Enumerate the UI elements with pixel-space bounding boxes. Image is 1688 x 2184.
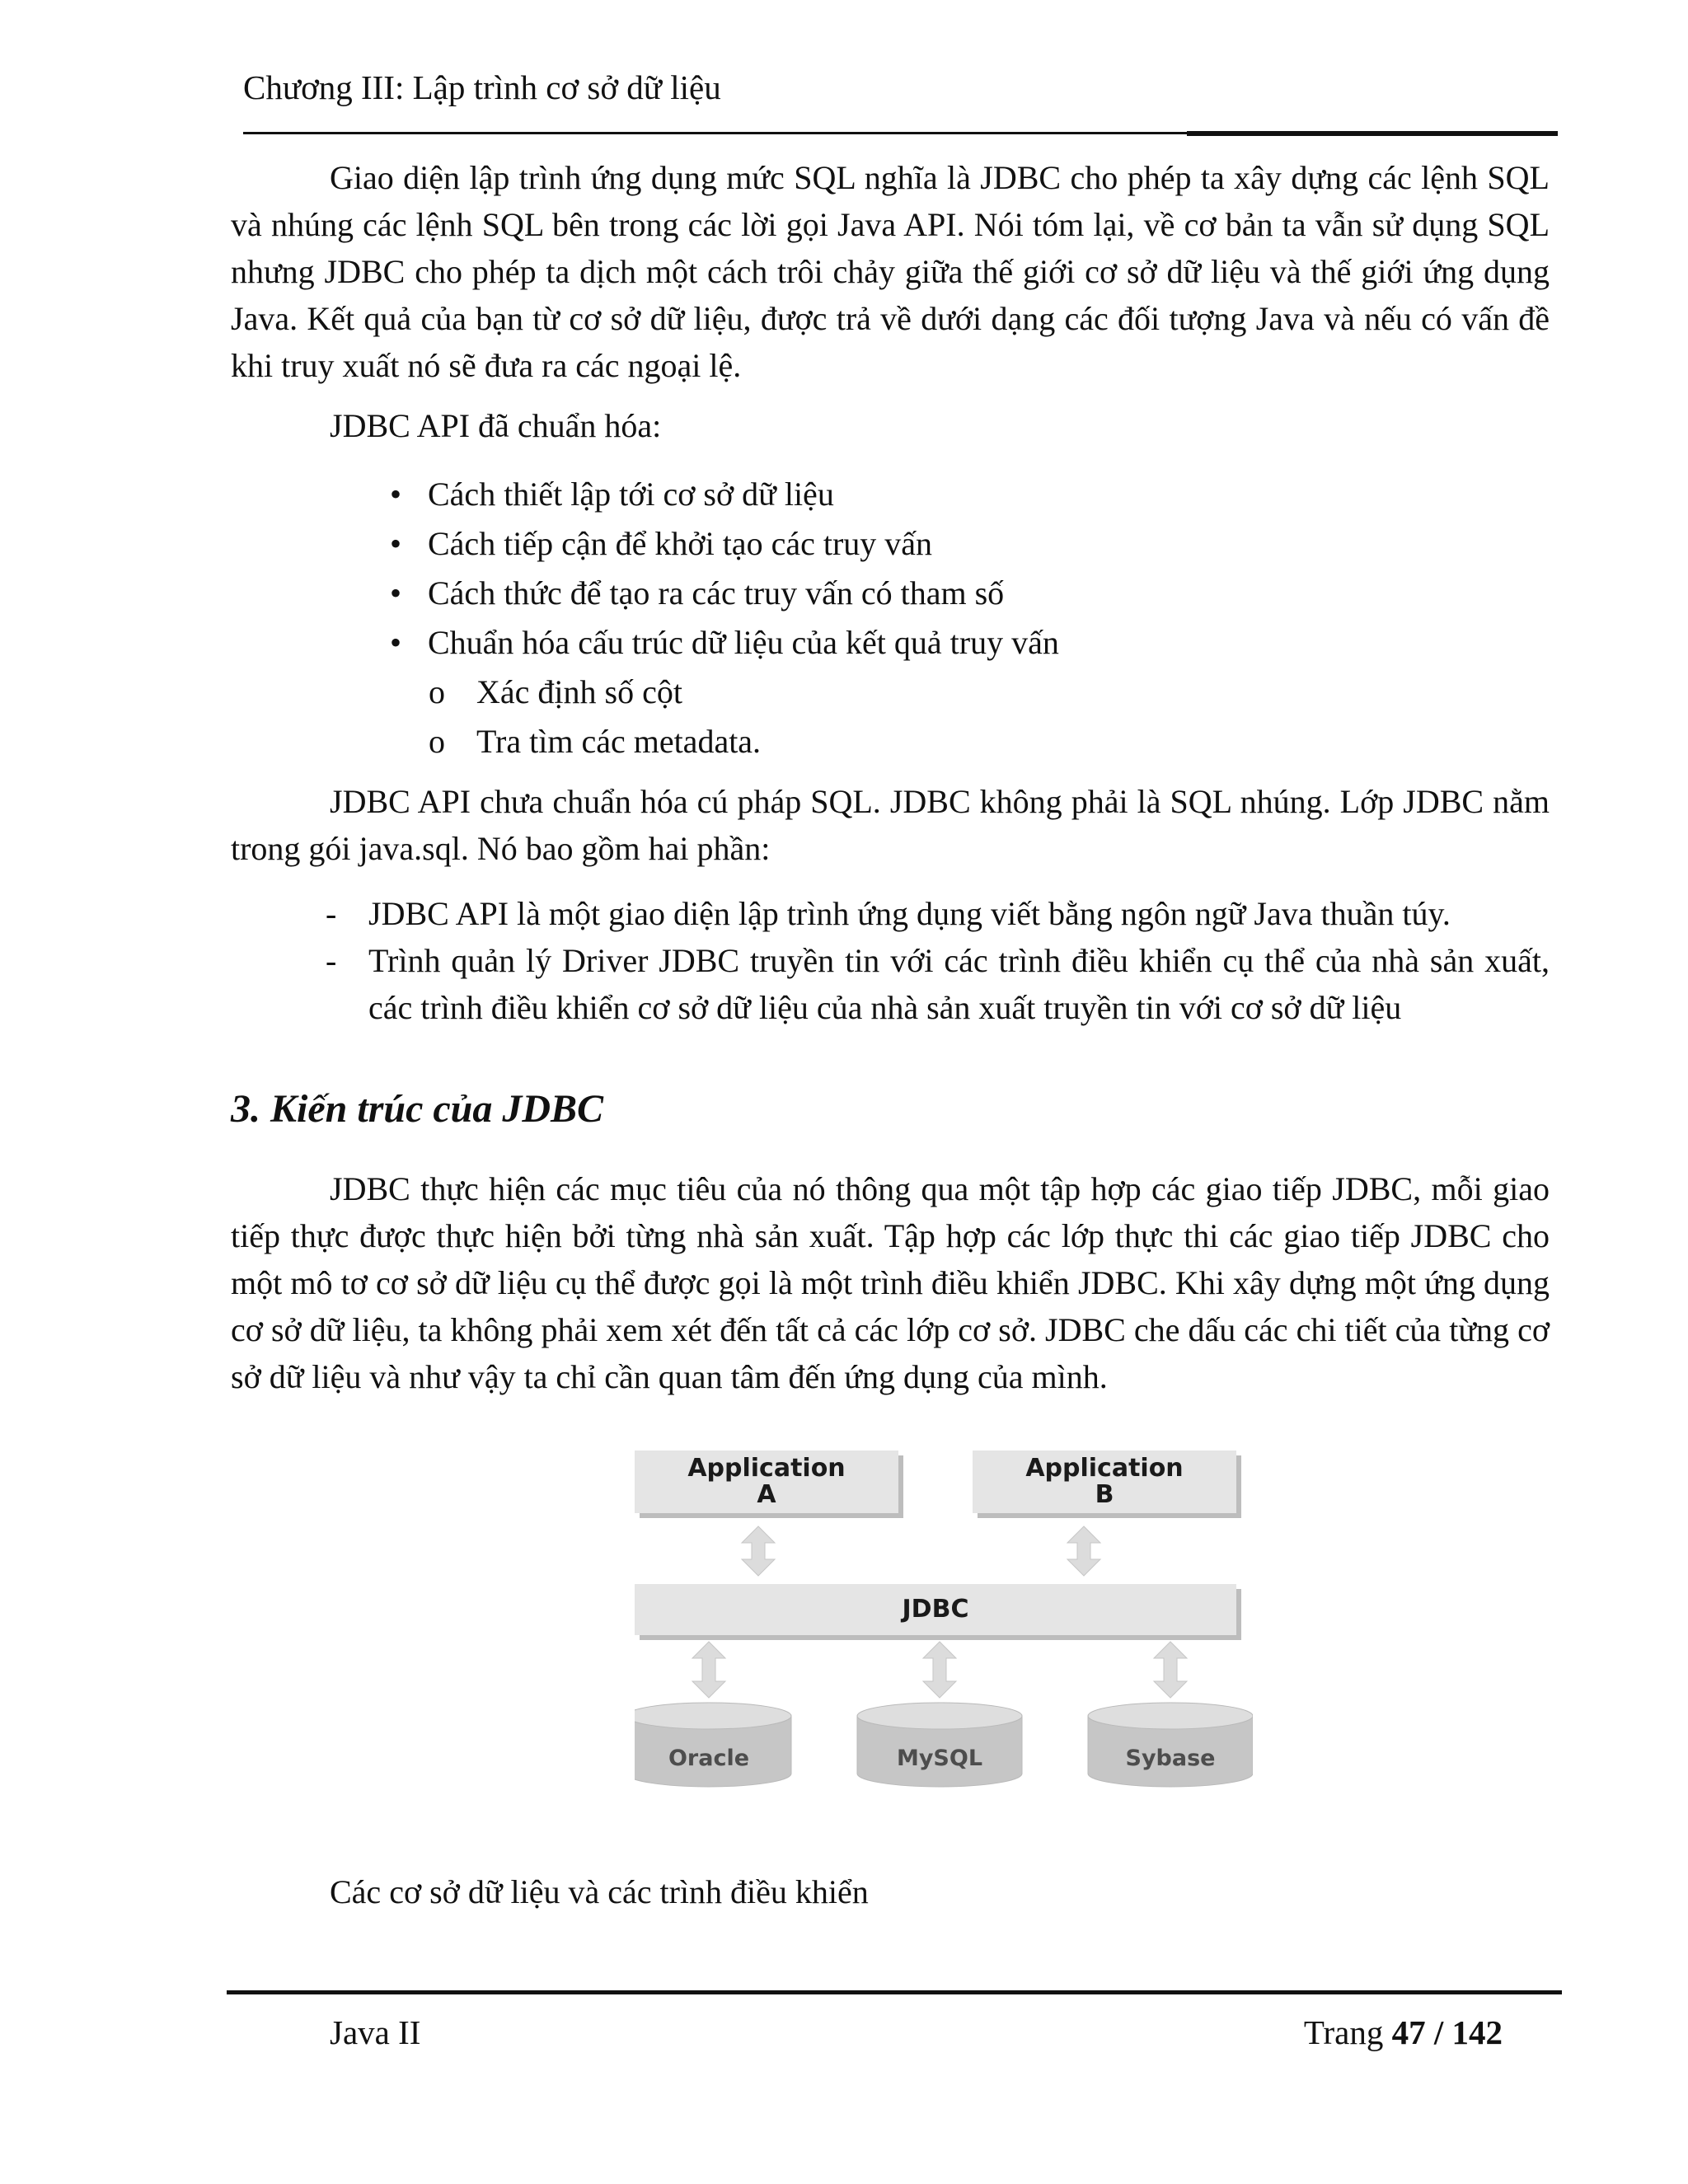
sybase-label: Sybase [1125, 1746, 1216, 1771]
sub-list [429, 668, 761, 766]
jdbc-architecture-diagram [635, 1451, 1253, 1797]
list-item-text: Cách thức để tạo ra các truy vấn có tham số [428, 574, 1005, 612]
standardized-intro: JDBC API đã chuẩn hóa: [330, 407, 662, 444]
architecture-paragraph: JDBC thực hiện các mục tiêu của nó thông qua một tập hợp các giao tiếp JDBC, mỗi giao tiếp thực được thực hiện bởi từng nhà sản xuất. Tập hợp các lớp thực thi các giao tiếp JDBC cho một mô tơ cơ sở dữ liệu cụ thể được gọi là một trình điều khiển JDBC. Khi xây dựng một ứng dụng cơ sở dữ liệu, ta không phải xem xét đến tất cả các lớp cơ sở. JDBC che dấu các chi tiết của từng cơ sở dữ liệu và như vậy ta chỉ cần quan tâm đến ứng dụng của mình. [231, 1170, 1550, 1395]
dash-icon: - [326, 942, 337, 979]
application-b-label: Application [1025, 1454, 1184, 1483]
footer-course-name: Java II [330, 2013, 421, 2051]
bullet-icon: • [389, 624, 401, 661]
bullet-icon: • [389, 476, 401, 513]
standardized-list [383, 470, 1059, 668]
page-current: 47 [1391, 2013, 1426, 2051]
arrow-jdbc-sybase [1154, 1642, 1187, 1698]
footer-rule [227, 1990, 1562, 1994]
application-a-letter: A [757, 1480, 776, 1509]
list-item [383, 618, 1059, 668]
components-list [326, 890, 1550, 1031]
sub-list-item [429, 668, 761, 717]
circle-bullet-icon: o [429, 723, 445, 760]
header-rule-accent [1187, 131, 1558, 136]
figure-caption: Các cơ sở dữ liệu và các trình điều khiển [330, 1873, 869, 1910]
application-a-label: Application [687, 1454, 846, 1483]
arrow-jdbc-oracle [692, 1642, 725, 1698]
jdbc-label: JDBC [902, 1595, 969, 1624]
bullet-icon: • [389, 574, 401, 612]
intro-paragraph: Giao diện lập trình ứng dụng mức SQL nghĩa là JDBC cho phép ta xây dựng các lệnh SQL và nhúng các lệnh SQL bên trong các lời gọi Java API. Nói tóm lại, về cơ bản ta vẫn sử dụng SQL nhưng JDBC cho phép ta dịch một cách trôi chảy giữa thế giới cơ sở dữ liệu và thế giới ứng dụng Java. Kết quả của bạn từ cơ sở dữ liệu, được trả về dưới dạng các đối tượng Java và nếu có vấn đề khi truy xuất nó sẽ đưa ra các ngoại lệ. [231, 159, 1550, 384]
page-total: 142 [1451, 2013, 1503, 2051]
list-item [383, 470, 1059, 519]
jdbc-box [635, 1584, 1236, 1635]
dash-item [326, 890, 1550, 937]
cylinder-mysql [857, 1703, 1022, 1787]
page-prefix: Trang [1303, 2013, 1384, 2051]
sub-list-item-text: Tra tìm các metadata. [476, 723, 762, 760]
footer-page-number [1304, 2013, 1503, 2052]
list-item [383, 569, 1059, 618]
dash-icon: - [326, 895, 337, 932]
list-item [383, 519, 1059, 569]
oracle-label: Oracle [668, 1746, 750, 1771]
not-standardized-paragraph: JDBC API chưa chuẩn hóa cú pháp SQL. JDBC không phải là SQL nhúng. Lớp JDBC nằm trong gói java.sql. Nó bao gồm hai phần: [231, 783, 1550, 867]
application-b-letter: B [1095, 1480, 1114, 1509]
arrow-app-a-jdbc [742, 1526, 775, 1576]
list-item-text: Cách tiếp cận để khởi tạo các truy vấn [428, 525, 933, 562]
list-item-text: Cách thiết lập tới cơ sở dữ liệu [428, 476, 834, 513]
bullet-icon: • [389, 525, 401, 562]
sub-list-item [429, 717, 761, 766]
list-item-text: Chuẩn hóa cấu trúc dữ liệu của kết quả truy vấn [428, 624, 1059, 661]
cylinder-oracle [635, 1703, 791, 1787]
sub-list-item-text: Xác định số cột [476, 673, 682, 710]
section-heading: 3. Kiến trúc của JDBC [231, 1087, 604, 1131]
dash-item-text: JDBC API là một giao diện lập trình ứng dụng viết bằng ngôn ngữ Java thuần túy. [368, 895, 1451, 932]
arrow-app-b-jdbc [1067, 1526, 1100, 1576]
dash-item [326, 937, 1550, 1031]
application-b-box [973, 1451, 1236, 1513]
circle-bullet-icon: o [429, 673, 445, 710]
page-separator: / [1433, 2013, 1444, 2051]
cylinder-sybase [1088, 1703, 1253, 1787]
mysql-label: MySQL [896, 1746, 983, 1771]
application-a-box [635, 1451, 898, 1513]
dash-item-text: Trình quản lý Driver JDBC truyền tin với các trình điều khiển cụ thể của nhà sản xuất, các trình điều khiển cơ sở dữ liệu của nhà sản xuất truyền tin với cơ sở dữ liệu [368, 942, 1550, 1026]
arrow-jdbc-mysql [923, 1642, 956, 1698]
header-title: Chương III: Lập trình cơ sở dữ liệu [243, 68, 721, 106]
